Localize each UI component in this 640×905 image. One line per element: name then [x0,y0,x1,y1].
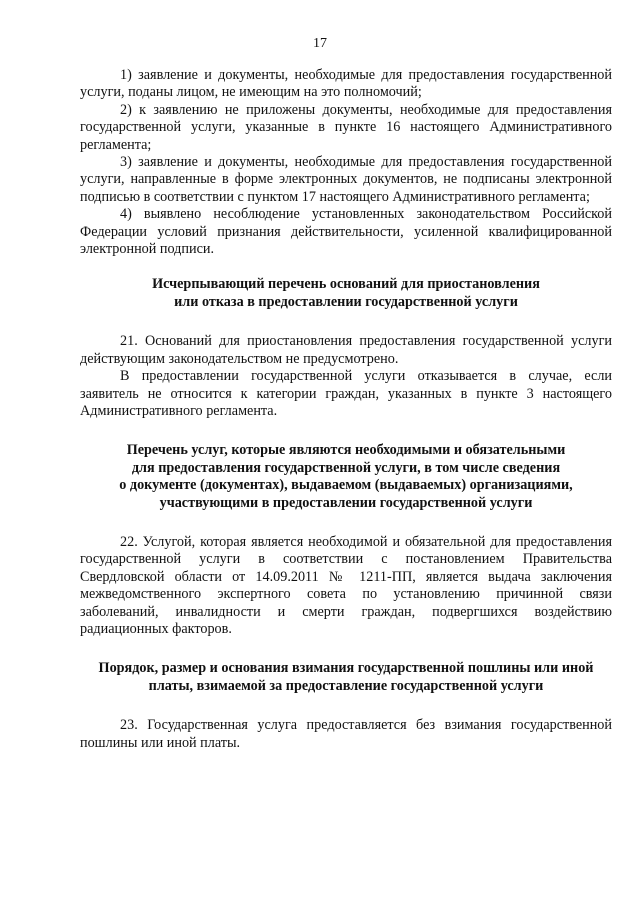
page-number: 17 [313,36,327,51]
heading-line: Перечень услуг, которые являются необходимыми и обязательными [126,442,566,459]
section-heading-grounds-for-refusal [80,276,612,311]
heading-line: о документе (документах), выдаваемом (выдаваемых) организациями, [119,477,573,494]
section-heading-required-services [80,442,612,512]
heading-line: Порядок, размер и основания взимания государственной пошлины или иной [98,660,594,677]
list-item-2: 2) к заявлению не приложены документы, необходимые для предоставления государственной услуги, указанные в пункте 16 настоящего Административного регламента; [80,101,612,153]
paragraph-22: 22. Услугой, которая является необходимой и обязательной для предоставления государственной услуги в соответствии с постановлением Правительства Свердловской области от 14.09.2011 № 1211-ПП, является выдача заключения межведомственного экспертного совета по установлению причинной связи заболеваний, инвалидности и смерти граждан, подвергшихся воздействию радиационных факторов. [80,533,612,637]
heading-line: платы, взимаемой за предоставление государственной услуги [148,677,544,694]
heading-line: для предоставления государственной услуги, в том числе сведения [131,459,561,476]
paragraph-refusal: В предоставлении государственной услуги отказывается в случае, если заявитель не относится к категории граждан, указанных в пункте 3 настоящего Административного регламента. [80,368,612,419]
paragraph-23: 23. Государственная услуга предоставляется без взимания государственной пошлины или иной платы. [80,717,612,751]
list-item-1: 1) заявление и документы, необходимые для предоставления государственной услуги, поданы лицом, не имеющим на это полномочий; [80,67,612,101]
section-heading-state-fee [80,660,612,695]
list-item-4: 4) выявлено несоблюдение установленных законодательством Российской Федерации условий признания действительности, усиленной квалифицированной электронной подписи. [80,206,612,258]
heading-line: Исчерпывающий перечень оснований для приостановления [152,276,540,293]
page-content [80,67,612,752]
heading-line: или отказа в предоставлении государственной услуги [174,293,518,310]
paragraph-21: 21. Оснований для приостановления предоставления государственной услуги действующим законодательством не предусмотрено. [80,333,612,367]
heading-line: участвующими в предоставлении государственной услуги [159,494,533,511]
list-item-3: 3) заявление и документы, необходимые для предоставления государственной услуги, направленные в форме электронных документов, не подписаны электронной подписью в соответствии с пунктом 17 настоящего Административного регламента; [80,154,612,205]
